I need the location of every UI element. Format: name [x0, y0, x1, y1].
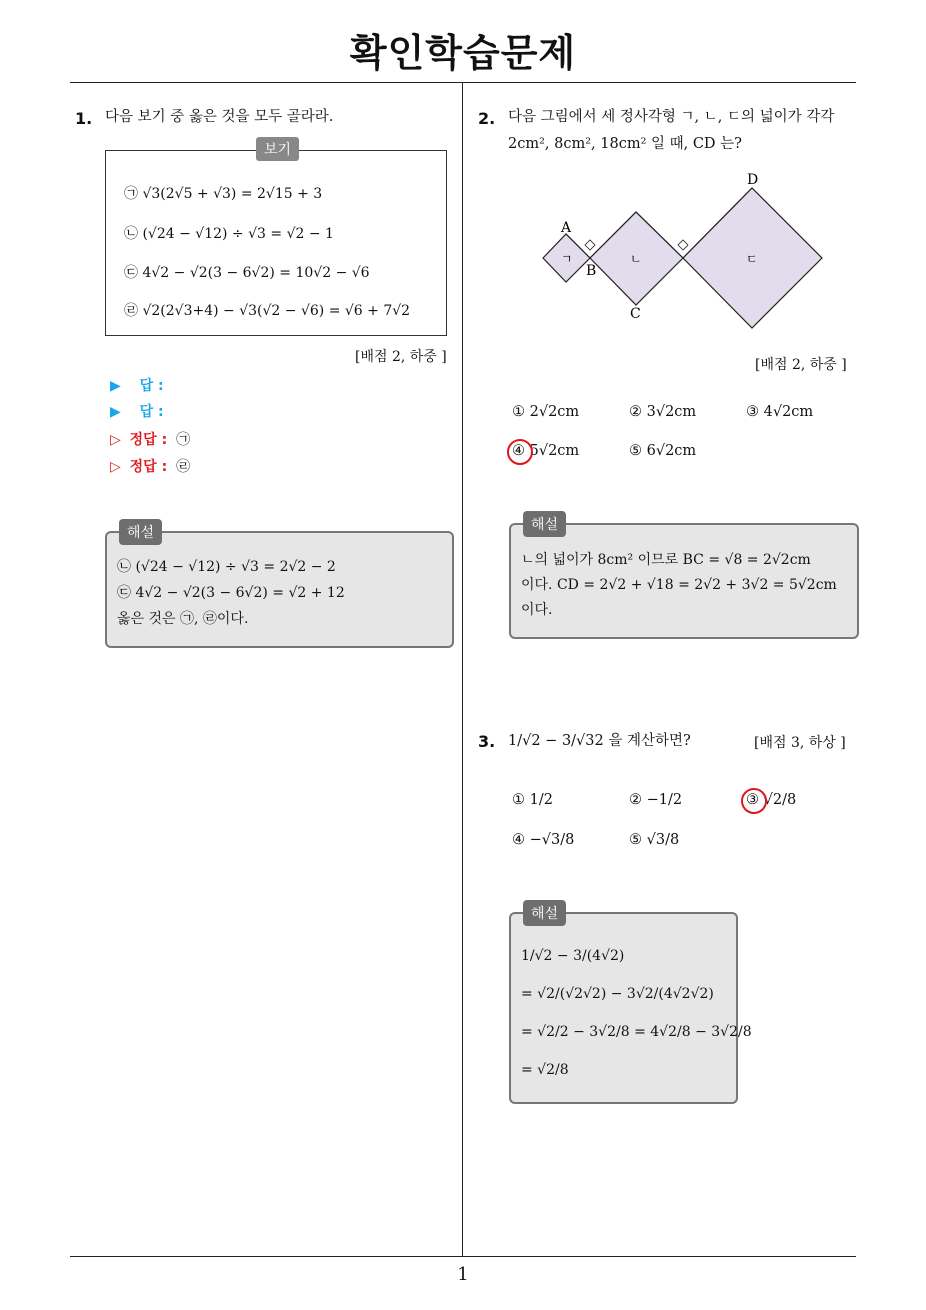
q1-text: 다음 보기 중 옳은 것을 모두 골라라. — [105, 109, 334, 125]
q3-correct-circle-icon — [741, 788, 767, 814]
q2-solution-box — [509, 517, 859, 639]
q3-choice-2[interactable]: ② −1/2 — [629, 792, 683, 808]
label-sq1: ㄱ — [561, 252, 573, 266]
right-angle-mark-2 — [678, 240, 688, 250]
q1-bogi-box — [105, 142, 447, 336]
q3-choice-4[interactable]: ④ −√3/8 — [512, 832, 575, 848]
q3-choice-3[interactable]: ③ √2/8 — [746, 792, 797, 808]
q3-solution-box — [509, 906, 752, 1104]
label-a: A — [561, 220, 572, 236]
q2-squares-figure — [530, 170, 830, 330]
q1-item-2: ㉡ (√24 − √12) ÷ √3 = √2 − 1 — [124, 226, 334, 242]
q2-solution-line-2: 이다. CD = 2√2 + √18 = 2√2 + 3√2 = 5√2cm — [521, 577, 837, 593]
right-angle-mark-1 — [585, 240, 595, 250]
q1-item-3: ㉢ 4√2 − √2(3 − 6√2) = 10√2 − √6 — [124, 265, 370, 281]
q1-answer-2: ▶ 답 : — [110, 404, 164, 420]
q3-solution-label: 해설 — [523, 900, 566, 926]
q2-correct-circle-icon — [507, 439, 533, 465]
q3-choice-5[interactable]: ⑤ √3/8 — [629, 832, 680, 848]
label-b: B — [586, 263, 597, 279]
q3-score: [배점 3, 하상 ] — [754, 735, 846, 751]
label-sq3: ㄷ — [746, 252, 758, 266]
q2-choice-4[interactable]: ④ 5√2cm — [512, 443, 580, 459]
q1-score: [배점 2, 하중 ] — [355, 349, 447, 365]
q1-bogi-label: 보기 — [256, 137, 299, 161]
q1-solution-box — [105, 525, 454, 648]
label-c: C — [630, 306, 641, 322]
q3-solution-line-4: = √2/8 — [521, 1062, 569, 1078]
q3-number: 3. — [478, 732, 496, 751]
q2-solution-line-3: 이다. — [521, 602, 553, 618]
q3-solution-line-2: = √2/(√2√2) − 3√2/(4√2√2) — [521, 986, 714, 1002]
q1-solution-label: 해설 — [119, 519, 162, 545]
q1-correct-2: ▷ 정답 : ㉣ — [110, 459, 191, 475]
q1-solution-line-2: ㉢ 4√2 − √2(3 − 6√2) = √2 + 12 — [117, 585, 345, 601]
column-divider — [462, 83, 463, 1256]
q2-number: 2. — [478, 109, 496, 128]
q1-item-4: ㉣ √2(2√3+4) − √3(√2 − √6) = √6 + 7√2 — [124, 303, 411, 319]
q2-text-line2: 2cm², 8cm², 18cm² 일 때, CD 는? — [508, 136, 742, 152]
q3-solution-line-3: = √2/2 − 3√2/8 = 4√2/8 − 3√2/8 — [521, 1024, 752, 1040]
page-number: 1 — [457, 1264, 469, 1285]
q1-solution-line-1: ㉡ (√24 − √12) ÷ √3 = 2√2 − 2 — [117, 559, 336, 575]
q2-choice-2[interactable]: ② 3√2cm — [629, 404, 697, 420]
page-title: 확인학습문제 — [349, 31, 577, 75]
bottom-rule — [70, 1256, 856, 1257]
label-d: D — [747, 172, 759, 188]
q1-number: 1. — [75, 109, 93, 128]
arrow-icon: ▶ — [110, 378, 121, 394]
q3-solution-line-1: 1/√2 − 3/(4√2) — [521, 948, 625, 964]
q2-choice-5[interactable]: ⑤ 6√2cm — [629, 443, 697, 459]
q2-choice-1[interactable]: ① 2√2cm — [512, 404, 580, 420]
label-sq2: ㄴ — [630, 252, 642, 266]
q3-text: 1/√2 − 3/√32 을 계산하면? — [508, 733, 691, 749]
q1-item-1: ㉠ √3(2√5 + √3) = 2√15 + 3 — [124, 186, 323, 202]
top-rule — [70, 82, 856, 83]
q2-text-line1: 다음 그림에서 세 정사각형 ㄱ, ㄴ, ㄷ의 넓이가 각각 — [508, 109, 835, 125]
q2-solution-line-1: ㄴ의 넓이가 8cm² 이므로 BC = √8 = 2√2cm — [521, 552, 811, 568]
q2-choice-3[interactable]: ③ 4√2cm — [746, 404, 814, 420]
hollow-arrow-icon: ▷ — [110, 459, 121, 475]
q3-choice-1[interactable]: ① 1/2 — [512, 792, 553, 808]
hollow-arrow-icon: ▷ — [110, 432, 121, 448]
q1-solution-line-3: 옳은 것은 ㉠, ㉣이다. — [117, 611, 249, 627]
arrow-icon: ▶ — [110, 404, 121, 420]
q1-correct-1: ▷ 정답 : ㉠ — [110, 432, 191, 448]
q2-solution-label: 해설 — [523, 511, 566, 537]
q1-answer-1: ▶ 답 : — [110, 378, 164, 394]
q2-score: [배점 2, 하중 ] — [755, 357, 847, 373]
